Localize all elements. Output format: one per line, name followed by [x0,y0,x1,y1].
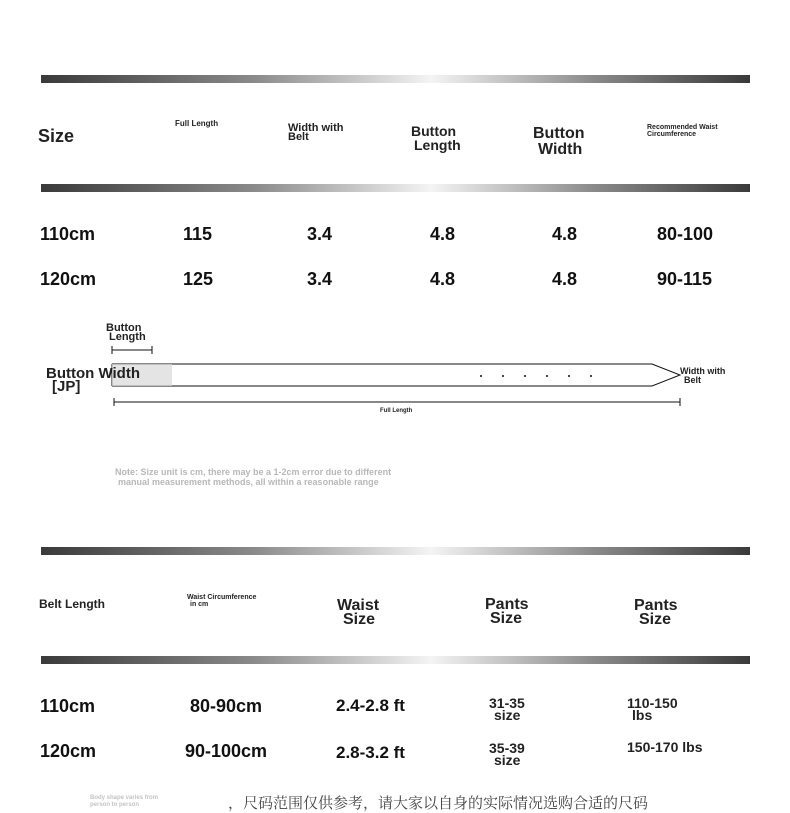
header-pants-size: Pants Size [485,596,529,627]
body-shape-note: Body shape varies from person to person [90,795,159,808]
header-full-length: Full Length [175,119,219,128]
belt-outline [112,364,680,386]
cell-button-width: 4.8 [552,269,578,289]
cell-full-length: 115 [183,224,213,244]
cell-button-length: 4.8 [430,269,456,289]
header-divider-top-2 [41,547,750,555]
cell-waist-size: 2.4-2.8 ft [336,696,405,715]
cell-belt-length: 110cm [40,696,96,716]
diagram-button-length-label: Button Length [106,322,146,343]
cell-waist: 80-90cm [190,696,263,716]
cell-button-width: 4.8 [552,224,578,244]
header-divider-top [41,75,750,83]
header-button-length: Button Length [411,123,461,153]
header-divider-bottom [41,184,750,192]
cell-pants-size: 35-39 size [489,740,525,768]
cell-waist-size: 2.8-3.2 ft [336,743,405,762]
cell-weight: 150-170 lbs [627,739,703,755]
cell-size: 120cm [40,269,97,289]
cell-full-length: 125 [183,269,214,289]
cell-width: 3.4 [307,224,333,244]
header-belt-length: Belt Length [39,597,105,611]
header-width-with-belt: Width with Belt [288,122,344,143]
cell-waist: 90-100cm [185,741,268,761]
belt-holes [480,375,592,377]
cell-waist: 80-100 [657,224,714,244]
cell-width: 3.4 [307,269,333,289]
diagram-width-with-belt-label: Width with Belt [680,366,726,385]
cell-belt-length: 120cm [40,741,97,761]
measurement-note: Note: Size unit is cm, there may be a 1-2cm error due to different manual measurement methods, all within a reasonable range [115,467,392,487]
header-button-width: Button Width [533,125,585,158]
diagram-button-width-label: Button Width [JP] [46,365,140,395]
footer-chinese-note: ，尺码范围仅供参考，请大家以自身的实际情况选购合适的尺码 [228,794,649,812]
header-divider-bottom-2 [41,656,750,664]
diagram-full-length-label: Full Length [380,408,413,414]
header-size: Size [38,126,75,146]
cell-button-length: 4.8 [430,224,456,244]
cell-waist: 90-115 [657,269,713,289]
header-pants-size-2: Pants Size [634,597,678,628]
cell-pants-size: 31-35 size [489,695,525,723]
header-recommended-waist: Recommended Waist Circumference [647,124,718,138]
cell-size: 110cm [40,224,96,244]
header-waist-circumference: Waist Circumference in cm [187,594,257,608]
cell-weight: 110-150 lbs [627,695,678,723]
header-waist-size: Waist Size [337,597,380,628]
